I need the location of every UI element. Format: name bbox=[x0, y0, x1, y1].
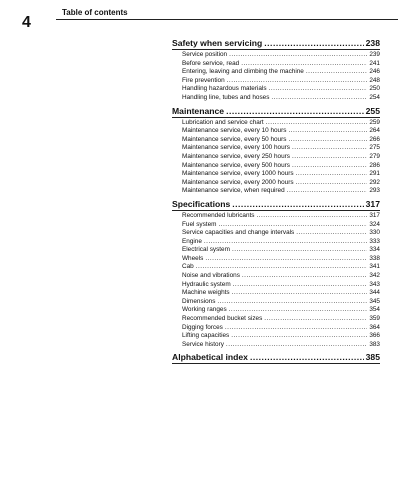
dot-leader bbox=[226, 341, 367, 350]
toc-entry-label: Dimensions bbox=[182, 297, 216, 305]
toc-entry-label: Wheels bbox=[182, 254, 204, 262]
toc-entry-page: 254 bbox=[369, 93, 380, 101]
dot-leader bbox=[229, 306, 368, 315]
dot-leader bbox=[296, 170, 368, 179]
section-rule bbox=[172, 363, 380, 364]
toc-entry-label: Maintenance service, every 2000 hours bbox=[182, 178, 294, 186]
section-rule bbox=[172, 210, 380, 211]
toc-entry-label: Fuel system bbox=[182, 220, 217, 228]
dot-leader bbox=[241, 60, 367, 69]
table-of-contents bbox=[172, 38, 380, 367]
dot-leader bbox=[218, 221, 367, 230]
toc-entry-label: Maintenance service, every 1000 hours bbox=[182, 170, 294, 178]
toc-entry[interactable] bbox=[172, 127, 380, 136]
toc-entry-page: 279 bbox=[369, 152, 380, 160]
toc-entry[interactable] bbox=[172, 119, 380, 128]
toc-entry[interactable] bbox=[172, 289, 380, 298]
page-number: 4 bbox=[22, 14, 31, 31]
toc-entry[interactable] bbox=[172, 162, 380, 171]
toc-section-title: Alphabetical index bbox=[172, 352, 248, 363]
toc-entry-page: 248 bbox=[369, 76, 380, 84]
toc-entry[interactable] bbox=[172, 263, 380, 272]
toc-entry[interactable] bbox=[172, 179, 380, 188]
toc-entry[interactable] bbox=[172, 246, 380, 255]
dot-leader bbox=[271, 94, 367, 103]
toc-entry[interactable] bbox=[172, 255, 380, 264]
toc-entry-page: 366 bbox=[369, 332, 380, 340]
toc-entry[interactable] bbox=[172, 272, 380, 281]
toc-entry-label: Maintenance service, when required bbox=[182, 187, 285, 195]
toc-entry[interactable] bbox=[172, 229, 380, 238]
dot-leader bbox=[232, 199, 363, 210]
toc-entry[interactable] bbox=[172, 324, 380, 333]
toc-entry-page: 334 bbox=[369, 246, 380, 254]
dot-leader bbox=[292, 162, 367, 171]
toc-section-title: Maintenance bbox=[172, 105, 225, 116]
toc-entry-label: Fire prevention bbox=[182, 76, 225, 84]
dot-leader bbox=[229, 51, 367, 60]
toc-section bbox=[172, 199, 380, 350]
toc-entry-page: 291 bbox=[369, 170, 380, 178]
toc-entry[interactable] bbox=[172, 281, 380, 290]
dot-leader bbox=[296, 179, 368, 188]
dot-leader bbox=[287, 187, 368, 196]
toc-section bbox=[172, 38, 380, 103]
dot-leader bbox=[226, 106, 364, 117]
toc-entry-page: 342 bbox=[369, 272, 380, 280]
toc-entry[interactable] bbox=[172, 212, 380, 221]
dot-leader bbox=[296, 229, 367, 238]
toc-section-heading[interactable] bbox=[172, 106, 380, 117]
toc-entry-label: Engine bbox=[182, 237, 202, 245]
toc-entry-page: 317 bbox=[369, 211, 380, 219]
toc-entry-label: Recommended lubricants bbox=[182, 211, 255, 219]
toc-entry-page: 275 bbox=[369, 144, 380, 152]
dot-leader bbox=[264, 315, 367, 324]
toc-entry-label: Machine weights bbox=[182, 289, 230, 297]
dot-leader bbox=[306, 68, 367, 77]
dot-leader bbox=[292, 144, 367, 153]
toc-entry-label: Service position bbox=[182, 51, 228, 58]
toc-entry-label: Cab bbox=[182, 263, 194, 271]
dot-leader bbox=[288, 136, 367, 145]
toc-entry[interactable] bbox=[172, 170, 380, 179]
toc-entry-page: 286 bbox=[369, 161, 380, 169]
toc-entry-page: 264 bbox=[369, 127, 380, 135]
toc-section bbox=[172, 352, 380, 364]
toc-entry-label: Noise and vibrations bbox=[182, 272, 240, 280]
toc-entry-page: 338 bbox=[369, 254, 380, 262]
toc-section-title: Specifications bbox=[172, 198, 231, 209]
toc-entry-label: Working ranges bbox=[182, 306, 227, 314]
dot-leader bbox=[264, 38, 363, 49]
toc-entry-label: Entering, leaving and climbing the machine bbox=[182, 68, 304, 76]
toc-entry[interactable] bbox=[172, 306, 380, 315]
toc-section-title: Safety when servicing bbox=[172, 38, 263, 48]
toc-entry-label: Electrical system bbox=[182, 246, 230, 254]
toc-entry-page: 259 bbox=[369, 118, 380, 126]
toc-entry-label: Maintenance service, every 100 hours bbox=[182, 144, 290, 152]
toc-entry[interactable] bbox=[172, 94, 380, 103]
toc-entry-label: Recommended bucket sizes bbox=[182, 315, 263, 323]
toc-entry-page: 341 bbox=[369, 263, 380, 271]
toc-entry-page: 333 bbox=[369, 237, 380, 245]
toc-section-heading[interactable] bbox=[172, 199, 380, 210]
dot-leader bbox=[256, 212, 367, 221]
toc-entry[interactable] bbox=[172, 51, 380, 60]
dot-leader bbox=[231, 332, 367, 341]
toc-entry-label: Maintenance service, every 10 hours bbox=[182, 127, 287, 135]
toc-entry-page: 345 bbox=[369, 297, 380, 305]
toc-entry-label: Service history bbox=[182, 340, 224, 348]
toc-entry-page: 266 bbox=[369, 135, 380, 143]
toc-entry-label: Service capacities and change intervals bbox=[182, 229, 295, 237]
toc-entry[interactable] bbox=[172, 315, 380, 324]
toc-entry-page: 246 bbox=[369, 68, 380, 76]
dot-leader bbox=[225, 324, 367, 333]
dot-leader bbox=[205, 255, 367, 264]
toc-entry[interactable] bbox=[172, 187, 380, 196]
dot-leader bbox=[196, 263, 368, 272]
dot-leader bbox=[292, 153, 367, 162]
toc-entry-page: 359 bbox=[369, 315, 380, 323]
toc-section-page: 255 bbox=[365, 105, 380, 116]
dot-leader bbox=[232, 289, 368, 298]
running-head: Table of contents bbox=[62, 8, 128, 17]
toc-entry[interactable] bbox=[172, 77, 380, 86]
toc-entry[interactable] bbox=[172, 85, 380, 94]
dot-leader bbox=[233, 281, 368, 290]
dot-leader bbox=[204, 238, 367, 247]
toc-section-page: 385 bbox=[365, 352, 380, 363]
toc-entry-page: 330 bbox=[369, 229, 380, 237]
toc-entry-label: Maintenance service, every 250 hours bbox=[182, 152, 290, 160]
toc-entry-label: Maintenance service, every 50 hours bbox=[182, 135, 287, 143]
toc-entry-label: Handling line, tubes and hoses bbox=[182, 93, 270, 101]
toc-entry-page: 343 bbox=[369, 280, 380, 288]
toc-entry-label: Before service, read bbox=[182, 59, 240, 67]
toc-entry-label: Handling hazardous materials bbox=[182, 85, 267, 93]
toc-entry[interactable] bbox=[172, 68, 380, 77]
dot-leader bbox=[250, 352, 364, 363]
header-rule bbox=[56, 19, 398, 20]
dot-leader bbox=[217, 298, 367, 307]
toc-entry[interactable] bbox=[172, 60, 380, 69]
toc-section-page: 238 bbox=[365, 38, 380, 48]
toc-entry[interactable] bbox=[172, 332, 380, 341]
section-rule bbox=[172, 117, 380, 118]
toc-entry-page: 383 bbox=[369, 340, 380, 348]
toc-entry-page: 241 bbox=[369, 59, 380, 67]
toc-section-heading[interactable] bbox=[172, 38, 380, 49]
dot-leader bbox=[242, 272, 367, 281]
dot-leader bbox=[232, 246, 367, 255]
toc-section-page: 317 bbox=[365, 198, 380, 209]
toc-entry-page: 239 bbox=[369, 51, 380, 58]
toc-entry[interactable] bbox=[172, 298, 380, 307]
toc-entry[interactable] bbox=[172, 221, 380, 230]
dot-leader bbox=[266, 119, 368, 128]
toc-section bbox=[172, 106, 380, 196]
toc-entry-page: 324 bbox=[369, 220, 380, 228]
toc-entry-label: Hydraulic system bbox=[182, 280, 231, 288]
toc-section-heading[interactable] bbox=[172, 352, 380, 363]
toc-entry[interactable] bbox=[172, 136, 380, 145]
dot-leader bbox=[288, 127, 367, 136]
toc-entry-page: 293 bbox=[369, 187, 380, 195]
section-rule bbox=[172, 49, 380, 50]
toc-entry-page: 344 bbox=[369, 289, 380, 297]
toc-entry[interactable] bbox=[172, 153, 380, 162]
toc-entry[interactable] bbox=[172, 144, 380, 153]
toc-entry-label: Lifting capacities bbox=[182, 332, 230, 340]
dot-leader bbox=[227, 77, 368, 86]
toc-entry-page: 354 bbox=[369, 306, 380, 314]
toc-entry-label: Maintenance service, every 500 hours bbox=[182, 161, 290, 169]
toc-entry[interactable] bbox=[172, 341, 380, 350]
toc-entry-label: Lubrication and service chart bbox=[182, 118, 264, 126]
dot-leader bbox=[269, 85, 368, 94]
toc-entry-page: 292 bbox=[369, 178, 380, 186]
toc-entry-label: Digging forces bbox=[182, 323, 223, 331]
toc-entry[interactable] bbox=[172, 238, 380, 247]
toc-entry-page: 364 bbox=[369, 323, 380, 331]
toc-entry-page: 250 bbox=[369, 85, 380, 93]
